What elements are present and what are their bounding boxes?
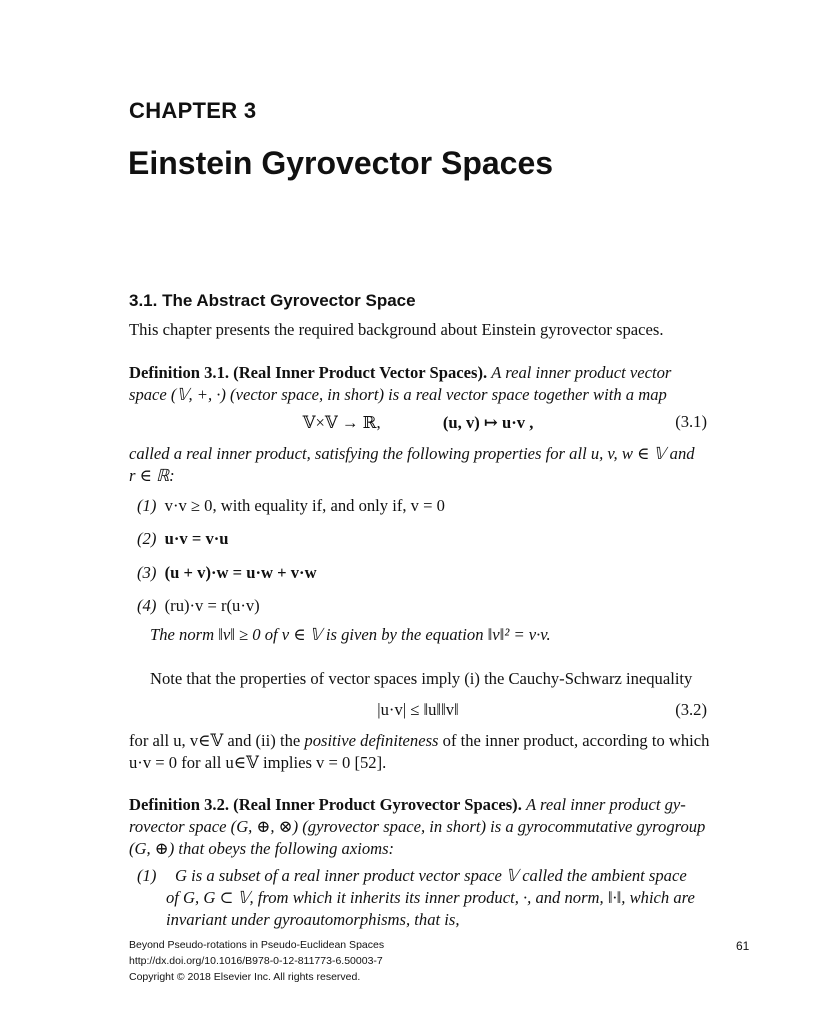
page-number: 61 <box>736 939 750 953</box>
section-heading: 3.1. The Abstract Gyrovector Space <box>129 291 416 310</box>
property-3 <box>137 563 317 583</box>
equation-3-1-right: (u, v) ↦ u·v , <box>442 413 534 432</box>
property-4 <box>137 596 260 616</box>
property-text: (u + v)·w = u·w + v·w <box>164 563 317 582</box>
definition-3-1-label: Definition 3.1. (Real Inner Product Vector Spaces). <box>129 363 488 382</box>
property-text: u·v = v·u <box>164 529 229 548</box>
definition-3-2-line-3: (G, ⊕) that obeys the following axioms: <box>129 839 395 858</box>
norm-statement: The norm ‖v‖ ≥ 0 of v ∈ 𝕍 is given by the equation ‖v‖² = v·v. <box>150 625 551 644</box>
definition-3-2-line-1 <box>129 794 707 816</box>
property-2 <box>137 529 229 549</box>
definition-3-2-label: Definition 3.2. (Real Inner Product Gyrovector Spaces). <box>129 795 522 814</box>
note-line-3: u·v = 0 for all u∈𝕍 implies v = 0 [52]. <box>129 753 387 772</box>
equation-3-1 <box>129 412 707 434</box>
equation-number-3-1: (3.1) <box>675 412 707 431</box>
equation-3-2 <box>129 700 707 722</box>
chapter-label: CHAPTER 3 <box>129 98 257 123</box>
note-line-2-end: of the inner product, according to which <box>438 731 710 750</box>
equation-3-1-body <box>129 412 707 433</box>
definition-3-1-line-1 <box>129 362 707 384</box>
note-line-1: Note that the properties of vector spaces imply (i) the Cauchy-Schwarz inequality <box>150 669 693 688</box>
note-line-2-start: for all u, v∈𝕍 and (ii) the <box>129 731 305 750</box>
note-line-2 <box>129 730 710 752</box>
footer-copyright: Copyright © 2018 Elsevier Inc. All rights reserved. <box>129 971 361 983</box>
definition-3-1-text: A real inner product vector <box>491 363 672 382</box>
chapter-title: Einstein Gyrovector Spaces <box>128 145 554 181</box>
equation-3-2-body: |u·v| ≤ ‖u‖‖v‖ <box>377 700 459 719</box>
property-text: v·v ≥ 0, with equality if, and only if, v = 0 <box>164 496 445 515</box>
property-number: (1) <box>137 496 157 515</box>
axiom-1-line-1: G is a subset of a real inner product vector space 𝕍 called the ambient space <box>175 866 687 885</box>
equation-3-1-left: 𝕍×𝕍 → ℝ, <box>302 413 381 432</box>
axiom-1-line-3: invariant under gyroautomorphisms, that is, <box>166 910 460 929</box>
axiom-1-number: (1) <box>137 866 157 885</box>
property-1 <box>137 496 445 516</box>
property-text: (ru)·v = r(u·v) <box>164 596 260 615</box>
definition-3-2-text: A real inner product gy- <box>526 795 686 814</box>
intro-paragraph: This chapter presents the required background about Einstein gyrovector spaces. <box>129 320 664 339</box>
positive-definiteness-term: positive definiteness <box>304 731 439 750</box>
footer-doi[interactable]: http://dx.doi.org/10.1016/B978-0-12-811773-6.50003-7 <box>129 955 383 967</box>
definition-3-1-line-3: called a real inner product, satisfying the following properties for all u, v, w ∈ 𝕍 and <box>129 444 695 463</box>
property-number: (3) <box>137 563 157 582</box>
footer-book-title: Beyond Pseudo-rotations in Pseudo-Euclidean Spaces <box>129 939 385 951</box>
axiom-1-line-2: of G, G ⊂ 𝕍, from which it inherits its inner product, ·, and norm, ‖·‖, which are <box>166 888 695 907</box>
definition-3-1-line-2: space (𝕍, +, ·) (vector space, in short) is a real vector space together with a map <box>129 385 667 404</box>
property-number: (2) <box>137 529 157 548</box>
definition-3-1-line-4: r ∈ ℝ: <box>129 466 175 485</box>
equation-number-3-2: (3.2) <box>675 700 707 719</box>
definition-3-2-line-2: rovector space (G, ⊕, ⊗) (gyrovector space, in short) is a gyrocommutative gyrogroup <box>129 817 706 836</box>
property-number: (4) <box>137 596 157 615</box>
